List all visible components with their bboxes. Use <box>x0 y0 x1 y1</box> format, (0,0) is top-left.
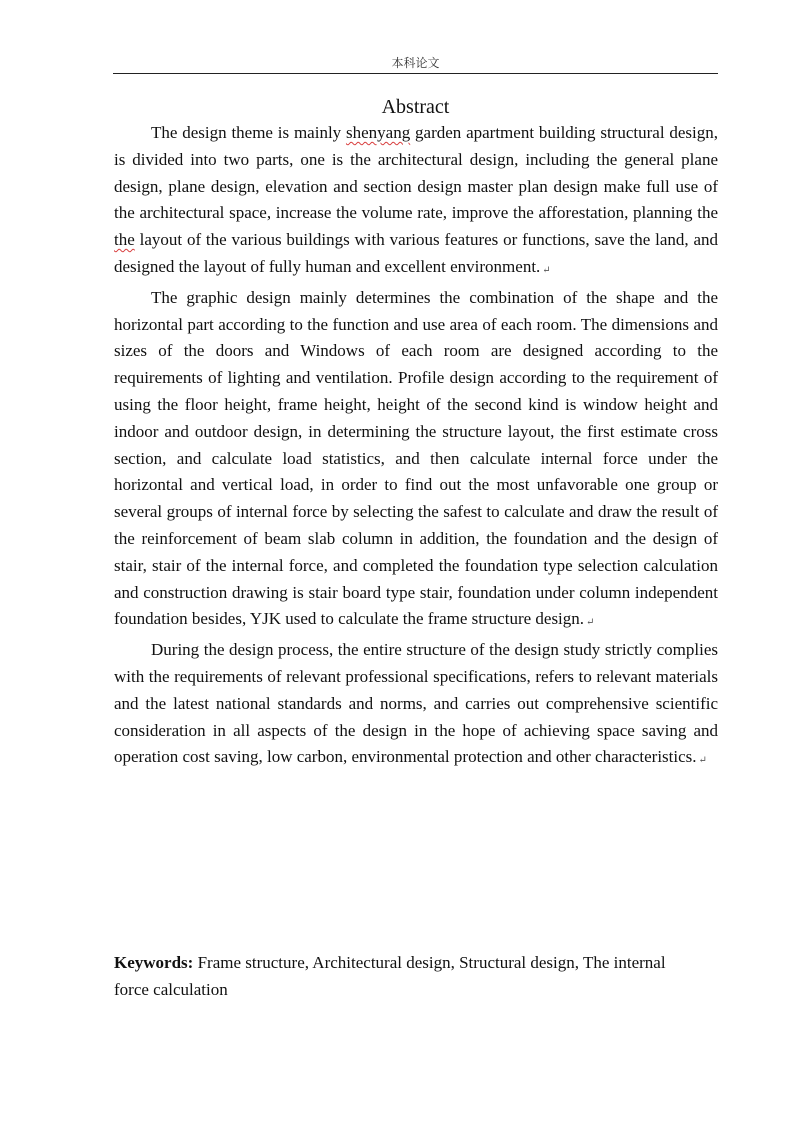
paragraph-mark-icon: ↵ <box>542 264 551 276</box>
header-rule <box>113 73 718 74</box>
keywords-text: Frame structure, Architectural design, Structural design, The internal force calculation <box>114 953 666 999</box>
paragraph-1-text-a: The design theme is mainly <box>151 123 346 142</box>
spellcheck-word-shenyang: shenyang <box>345 123 411 142</box>
abstract-body <box>114 120 718 775</box>
paragraph-mark-icon: ↵ <box>698 755 707 767</box>
page-header: 本科论文 <box>391 56 440 70</box>
abstract-title: Abstract <box>381 96 450 118</box>
abstract-paragraph-3 <box>114 637 718 775</box>
keywords-section <box>114 949 674 1003</box>
abstract-paragraph-2 <box>114 285 718 637</box>
abstract-paragraph-1 <box>114 120 718 285</box>
paragraph-1-text-c: garden apartment building structural design, is divided into two parts, one is the architectural design, including the general plane design, plane design, elevation and section design master plan design make full use of the architectural space, increase the volume rate, improve the afforestation, planning the <box>114 123 718 223</box>
paragraph-3-text: During the design process, the entire structure of the design study strictly complies with the requirements of relevant professional specifications, refers to relevant materials and the latest national standards and norms, and carries out comprehensive scientific consideration in all aspects of the design in the hope of achieving space saving and operation cost saving, low carbon, environmental protection and other characteristics. <box>114 640 718 767</box>
paragraph-2-text: The graphic design mainly determines the combination of the shape and the horizontal part according to the function and use area of each room. The dimensions and sizes of the doors and Windows of each room are designed according to the requirements of lighting and ventilation. Profile design according to the requirement of using the floor height, frame height, height of the second kind is window height and indoor and outdoor design, in determining the structure layout, the first estimate cross section, and calculate load statistics, and then calculate internal force under the horizontal and vertical load, in order to find out the most unfavorable one group or several groups of internal force by selecting the safest to calculate and draw the result of the reinforcement of beam slab column in addition, the foundation and the design of stair, stair of the internal force, and completed the foundation type selection calculation and construction drawing is stair board type stair, foundation under column independent foundation besides, YJK used to calculate the frame structure design. <box>114 287 718 629</box>
paragraph-1-text-e: layout of the various buildings with various features or functions, save the land, and designed the layout of fully human and excellent environment. <box>114 230 718 276</box>
paragraph-mark-icon: ↵ <box>586 617 595 629</box>
keywords-label: Keywords: <box>114 953 194 972</box>
spellcheck-word-the: the <box>114 230 135 250</box>
